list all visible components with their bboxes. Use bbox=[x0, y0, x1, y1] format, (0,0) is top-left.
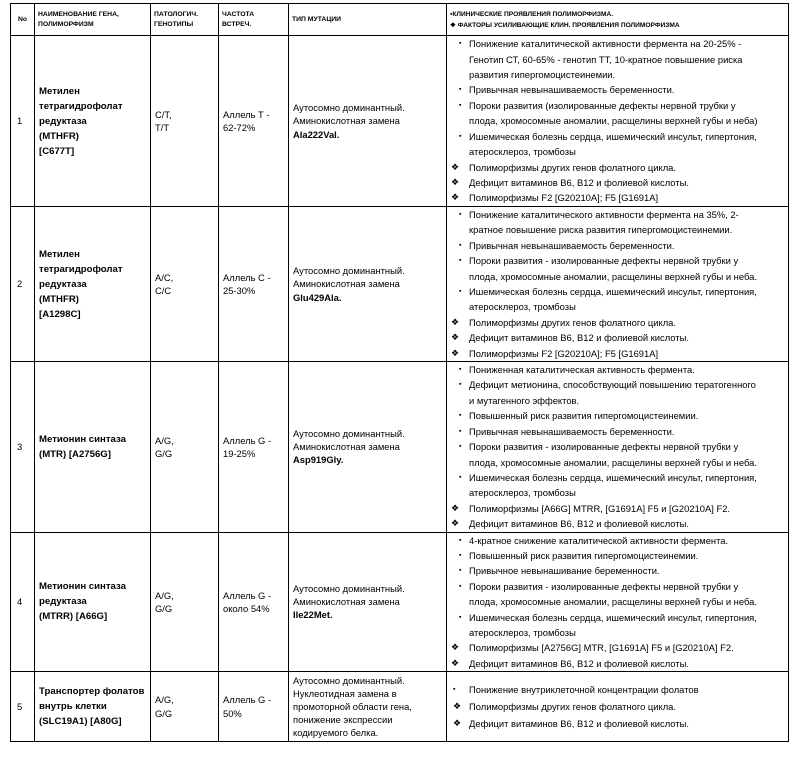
gene-name-line: редуктаза bbox=[39, 596, 87, 608]
square-bullet-icon: ▪ bbox=[459, 132, 462, 140]
mutation-type-line: Аутосомно доминантный. bbox=[293, 583, 405, 595]
list-item bbox=[451, 579, 784, 594]
list-item bbox=[451, 640, 784, 655]
list-item-text: Пороки развития (изолированные дефекты нервной трубки у bbox=[469, 99, 736, 111]
square-bullet-icon: ▪ bbox=[459, 211, 462, 218]
polymorphism-table bbox=[10, 3, 789, 742]
diamond-bullet-icon: ❖ bbox=[453, 718, 462, 729]
clinical-manifestations bbox=[447, 672, 789, 742]
mutation-type-line: Аутосомно доминантный. bbox=[293, 427, 405, 439]
square-bullet-icon: ▪ bbox=[459, 101, 462, 109]
list-item-text: Полиморфизмы F2 [G20210A]; F5 [G1691A] bbox=[469, 347, 659, 359]
genotypes-line: T/T bbox=[155, 122, 170, 133]
list-item bbox=[451, 548, 784, 563]
square-bullet-icon: ▪ bbox=[459, 536, 462, 544]
square-bullet-icon: ▪ bbox=[459, 473, 462, 481]
square-bullet-icon: ▪ bbox=[459, 288, 462, 296]
list-item bbox=[451, 299, 784, 314]
list-item-text: Пониженная каталитическая активность фермента. bbox=[469, 364, 695, 376]
list-item bbox=[451, 594, 784, 609]
list-item-text: Понижение внутриклеточной концентрации фолатов bbox=[469, 684, 699, 696]
gene-name-line: [C677T] bbox=[39, 145, 75, 157]
list-item bbox=[451, 408, 784, 423]
list-item-text: Привычная невынашиваемость беременности. bbox=[469, 84, 675, 96]
list-item-text: Пороки развития - изолированные дефекты нервной трубки у bbox=[469, 441, 739, 453]
square-bullet-icon: ▪ bbox=[459, 366, 462, 374]
table-row bbox=[11, 207, 789, 362]
list-item-text: Ишемическая болезнь сердца, ишемический инсульт, гипертония, bbox=[469, 286, 757, 298]
clinical-manifestations bbox=[447, 532, 789, 672]
list-item-text: Ишемическая болезнь сердца, ишемический инсульт, гипертония, bbox=[469, 471, 757, 483]
list-item bbox=[451, 610, 784, 625]
row-number: 5 bbox=[11, 672, 35, 742]
list-item-text: развития гипергомоцистеинемии. bbox=[469, 69, 616, 81]
header-no: No bbox=[11, 4, 35, 36]
list-item-text: Повышенный риск развития гипергомоцистеинемии. bbox=[469, 549, 699, 561]
gene-name-line: (MTRR) [A66G] bbox=[39, 611, 108, 623]
amino-acid-substitution: Ile22Met. bbox=[293, 609, 333, 621]
diamond-bullet-icon: ❖ bbox=[451, 192, 460, 203]
list-item bbox=[451, 36, 784, 51]
list-item bbox=[451, 113, 784, 128]
diamond-bullet-icon: ❖ bbox=[451, 502, 460, 513]
diamond-bullet-icon: ❖ bbox=[451, 161, 460, 172]
list-item bbox=[451, 516, 784, 531]
list-item bbox=[451, 52, 784, 67]
list-item-text: Пороки развития - изолированные дефекты нервной трубки у bbox=[469, 580, 739, 592]
mutation-type bbox=[289, 36, 447, 207]
clinical-list bbox=[451, 36, 784, 205]
list-item bbox=[451, 144, 784, 159]
list-item-text: Привычная невынашиваемость беременности. bbox=[469, 425, 675, 437]
list-item-text: Полиморфизмы других генов фолатного цикла. bbox=[469, 161, 676, 173]
clinical-list bbox=[451, 362, 784, 531]
list-item bbox=[451, 393, 784, 408]
gene-name-line: Транспортер фолатов bbox=[39, 686, 145, 698]
list-item bbox=[451, 377, 784, 392]
list-item bbox=[451, 222, 784, 237]
genotypes bbox=[151, 207, 219, 362]
square-bullet-icon: ▪ bbox=[459, 551, 462, 559]
list-item bbox=[451, 656, 784, 671]
genotypes-line: G/G bbox=[155, 602, 173, 614]
list-item-text: Дефицит витаминов B6, B12 и фолиевой кислоты. bbox=[469, 657, 689, 669]
genotypes bbox=[151, 672, 219, 742]
list-item bbox=[451, 98, 784, 113]
list-item-text: кратное повышение риска развития гипергомоцистеинемии. bbox=[469, 224, 733, 236]
header-genotypes: ПАТОЛОГИЧ. ГЕНОТИПЫ bbox=[151, 4, 219, 36]
mutation-type-line: Аминокислотная замена bbox=[293, 596, 400, 608]
mutation-type-line: Аутосомно доминантный. bbox=[293, 265, 405, 277]
frequency-line: Аллель G - bbox=[223, 694, 272, 706]
mutation-type-line: Нуклеотидная замена в bbox=[293, 687, 397, 699]
list-item bbox=[451, 330, 784, 345]
amino-acid-substitution: Asp919Gly. bbox=[293, 454, 344, 466]
list-item-text: и мутагенного эффектов. bbox=[469, 394, 580, 406]
gene-name-line: Метионин синтаза bbox=[39, 433, 126, 445]
clinical-list bbox=[451, 207, 784, 361]
list-item-text: Пороки развития - изолированные дефекты нервной трубки у bbox=[469, 255, 739, 267]
frequency bbox=[219, 672, 289, 742]
mutation-type-line: Аминокислотная замена bbox=[293, 441, 400, 453]
genotypes-line: A/G, bbox=[155, 694, 174, 706]
square-bullet-icon: ▪ bbox=[459, 613, 462, 621]
list-item bbox=[451, 82, 784, 97]
diamond-bullet-icon: ❖ bbox=[451, 657, 460, 668]
square-bullet-icon: ▪ bbox=[459, 582, 462, 590]
square-bullet-icon: ▪ bbox=[459, 86, 462, 94]
gene-name-line: (MTHFR) bbox=[39, 293, 79, 305]
list-item-text: Полиморфизмы других генов фолатного цикла. bbox=[469, 701, 676, 713]
header-aggravating-factors: ❖ ФАКТОРЫ УСИЛИВАЮЩИЕ КЛИН. ПРОЯВЛЕНИЯ ПОЛИМОРФИЗМА bbox=[450, 21, 680, 29]
gene-name bbox=[35, 532, 151, 672]
gene-name-line: внутрь клетки bbox=[39, 701, 107, 713]
list-item bbox=[451, 715, 784, 732]
genotypes-line: C/C bbox=[155, 285, 172, 297]
square-bullet-icon: ▪ bbox=[459, 241, 462, 249]
table-row bbox=[11, 672, 789, 742]
list-item-text: Дефицит витаминов B6, B12 и фолиевой кислоты. bbox=[469, 718, 689, 730]
list-item-text: Полиморфизмы [A66G] MTRR, [G1691A] F5 и [G20210A] F2. bbox=[469, 502, 731, 514]
frequency bbox=[219, 36, 289, 207]
list-item-text: плода, хромосомные аномалии, расщелины верхней губы и неба. bbox=[469, 456, 757, 468]
gene-name-line: (MTR) [A2756G] bbox=[39, 448, 111, 460]
genotypes bbox=[151, 36, 219, 207]
gene-name-line: (MTHFR) bbox=[39, 130, 79, 142]
table-row bbox=[11, 36, 789, 207]
genotypes-line: A/C, bbox=[155, 271, 174, 283]
table-row bbox=[11, 532, 789, 672]
gene-name-line: редуктаза bbox=[39, 115, 87, 127]
mutation-type-line: промоторной области гена, bbox=[293, 701, 412, 713]
frequency-line: 25-30% bbox=[223, 285, 256, 297]
frequency-line: 50% bbox=[223, 707, 242, 719]
gene-name bbox=[35, 672, 151, 742]
gene-name-line: тетрагидрофолат bbox=[39, 263, 123, 275]
frequency bbox=[219, 207, 289, 362]
list-item-text: атеросклероз, тромбозы bbox=[469, 146, 576, 158]
square-bullet-icon: ▪ bbox=[459, 412, 462, 420]
frequency-line: Аллель С - bbox=[223, 271, 271, 283]
header-clinical-manifestations: ▪КЛИНИЧЕСКИЕ ПРОЯВЛЕНИЯ ПОЛИМОРФИЗМА. bbox=[450, 10, 614, 18]
header-row bbox=[11, 4, 789, 36]
mutation-type-line: Аутосомно доминантный. bbox=[293, 674, 405, 686]
list-item bbox=[451, 439, 784, 454]
square-bullet-icon: ▪ bbox=[459, 257, 462, 265]
list-item bbox=[451, 284, 784, 299]
list-item bbox=[451, 362, 784, 377]
diamond-bullet-icon: ❖ bbox=[451, 518, 460, 529]
square-bullet-icon: ▪ bbox=[459, 381, 462, 389]
gene-name-line: редуктаза bbox=[39, 278, 87, 290]
list-item bbox=[451, 470, 784, 485]
frequency bbox=[219, 532, 289, 672]
gene-name-line: Метионин синтаза bbox=[39, 581, 126, 593]
list-item-text: атеросклероз, тромбозы bbox=[469, 626, 576, 638]
header-gene: НАИМЕНОВАНИЕ ГЕНА, ПОЛИМОРФИЗМ bbox=[35, 4, 151, 36]
frequency-line: 62-72% bbox=[223, 122, 256, 133]
diamond-bullet-icon: ❖ bbox=[451, 332, 460, 343]
list-item bbox=[451, 129, 784, 144]
list-item bbox=[451, 207, 784, 222]
list-item-text: Дефицит витаминов B6, B12 и фолиевой кислоты. bbox=[469, 332, 689, 344]
genotypes-line: A/G, bbox=[155, 434, 174, 446]
list-item bbox=[451, 563, 784, 578]
clinical-list bbox=[451, 681, 784, 732]
frequency-line: 19-25% bbox=[223, 447, 256, 459]
list-item-text: Дефицит витаминов B6, B12 и фолиевой кислоты. bbox=[469, 176, 689, 188]
list-item-text: Понижение каталитического активности фермента на 35%, 2- bbox=[469, 209, 739, 220]
genotypes-line: A/G, bbox=[155, 589, 174, 601]
list-item bbox=[451, 501, 784, 516]
list-item bbox=[451, 625, 784, 640]
header-clinical bbox=[447, 4, 789, 36]
square-bullet-icon: ▪ bbox=[459, 443, 462, 451]
clinical-manifestations bbox=[447, 362, 789, 532]
amino-acid-substitution: Glu429Ala. bbox=[293, 291, 342, 303]
list-item bbox=[451, 533, 784, 548]
clinical-list bbox=[451, 533, 784, 672]
list-item-text: Полиморфизмы F2 [G20210A]; F5 [G1691A] bbox=[469, 192, 659, 204]
gene-name bbox=[35, 207, 151, 362]
square-bullet-icon: ▪ bbox=[459, 427, 462, 435]
list-item bbox=[451, 315, 784, 330]
clinical-manifestations bbox=[447, 207, 789, 362]
mutation-type bbox=[289, 207, 447, 362]
gene-name-line: [A1298C] bbox=[39, 308, 81, 320]
diamond-bullet-icon: ❖ bbox=[451, 316, 460, 327]
diamond-bullet-icon: ❖ bbox=[453, 701, 462, 712]
frequency-line: около 54% bbox=[223, 602, 270, 614]
list-item-text: Привычная невынашиваемость беременности. bbox=[469, 239, 675, 251]
gene-name-line: (SLC19A1) [A80G] bbox=[39, 716, 122, 728]
frequency-line: Аллель G - bbox=[223, 589, 272, 601]
mutation-type bbox=[289, 532, 447, 672]
list-item bbox=[451, 346, 784, 361]
list-item bbox=[451, 424, 784, 439]
list-item-text: Полиморфизмы других генов фолатного цикла. bbox=[469, 316, 676, 328]
list-item-text: атеросклероз, тромбозы bbox=[469, 487, 576, 499]
list-item bbox=[451, 485, 784, 500]
list-item-text: Дефицит витаминов B6, B12 и фолиевой кислоты. bbox=[469, 518, 689, 530]
frequency bbox=[219, 362, 289, 532]
list-item-text: Привычное невынашивание беременности. bbox=[469, 565, 660, 577]
list-item-text: Ишемическая болезнь сердца, ишемический инсульт, гипертония, bbox=[469, 611, 757, 623]
list-item-text: Повышенный риск развития гипергомоцистеинемии. bbox=[469, 410, 699, 422]
genotypes-line: C/T, bbox=[155, 108, 172, 120]
row-number: 2 bbox=[11, 207, 35, 362]
header-mutation-type: ТИП МУТАЦИИ bbox=[289, 4, 447, 36]
diamond-bullet-icon: ❖ bbox=[451, 642, 460, 653]
square-bullet-icon: ▪ bbox=[459, 567, 462, 575]
list-item bbox=[451, 238, 784, 253]
mutation-type bbox=[289, 362, 447, 532]
square-bullet-icon: ▪ bbox=[459, 40, 462, 48]
list-item-text: плода, хромосомные аномалии, расщелины верхней губы и неба. bbox=[469, 270, 757, 282]
list-item-text: Дефицит метионина, способствующий повышению тератогенного bbox=[469, 379, 756, 391]
genotypes-line: G/G bbox=[155, 447, 173, 459]
list-item bbox=[451, 269, 784, 284]
gene-name-line: тетрагидрофолат bbox=[39, 100, 123, 112]
mutation-type-line: кодируемого белка. bbox=[293, 727, 379, 739]
list-item-text: атеросклероз, тромбозы bbox=[469, 301, 576, 313]
header-frequency: ЧАСТОТА ВСТРЕЧ. bbox=[219, 4, 289, 36]
list-item bbox=[451, 67, 784, 82]
list-item bbox=[451, 455, 784, 470]
table-row bbox=[11, 362, 789, 532]
amino-acid-substitution: Ala222Val. bbox=[293, 128, 340, 140]
list-item bbox=[451, 698, 784, 715]
diamond-bullet-icon: ❖ bbox=[451, 347, 460, 358]
list-item-text: Понижение каталитической активности фермента на 20-25% - bbox=[469, 38, 742, 50]
list-item-text: 4-кратное снижение каталитической активности фермента. bbox=[469, 534, 729, 546]
frequency-line: Аллель Т - bbox=[223, 108, 270, 120]
gene-name bbox=[35, 362, 151, 532]
frequency-line: Аллель G - bbox=[223, 434, 272, 446]
gene-name bbox=[35, 36, 151, 207]
list-item bbox=[451, 681, 784, 698]
list-item bbox=[451, 175, 784, 190]
gene-name-line: Метилен bbox=[39, 85, 80, 97]
list-item-text: Генотип СТ, 60-65% - генотип ТТ, 10-кратное повышение риска bbox=[469, 53, 743, 65]
list-item bbox=[451, 190, 784, 205]
row-number: 4 bbox=[11, 532, 35, 672]
mutation-type-line: Аминокислотная замена bbox=[293, 278, 400, 290]
list-item bbox=[451, 253, 784, 268]
genotypes-line: G/G bbox=[155, 707, 173, 719]
diamond-bullet-icon: ❖ bbox=[451, 176, 460, 187]
mutation-type bbox=[289, 672, 447, 742]
mutation-type-line: понижение экспрессии bbox=[293, 714, 393, 726]
row-number: 3 bbox=[11, 362, 35, 532]
list-item bbox=[451, 160, 784, 175]
list-item-text: Ишемическая болезнь сердца, ишемический инсульт, гипертония, bbox=[469, 130, 757, 142]
row-number: 1 bbox=[11, 36, 35, 207]
clinical-manifestations bbox=[447, 36, 789, 207]
gene-name-line: Метилен bbox=[39, 248, 80, 260]
list-item-text: Полиморфизмы [A2756G] MTR, [G1691A] F5 и [G20210A] F2. bbox=[469, 642, 734, 654]
list-item-text: плода, хромосомные аномалии, расщелины верхней губы и неба. bbox=[469, 596, 757, 608]
list-item-text: плода, хромосомные аномалии, расщелины верхней губы и неба) bbox=[469, 115, 758, 127]
mutation-type-line: Аутосомно доминантный. bbox=[293, 102, 405, 114]
mutation-type-line: Аминокислотная замена bbox=[293, 115, 400, 127]
square-bullet-icon: ▪ bbox=[453, 686, 456, 694]
genotypes bbox=[151, 362, 219, 532]
genotypes bbox=[151, 532, 219, 672]
